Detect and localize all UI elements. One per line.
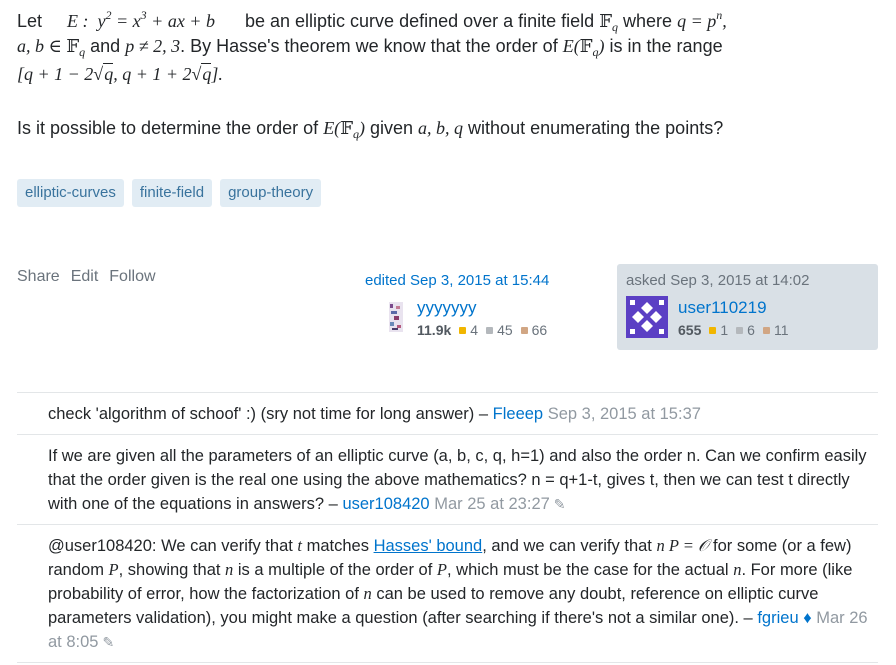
comment-text-part: can be used to remove any doubt, reference on elliptic curve parameters validation), you might make a question (after searching if there's not a similar one). – [48, 585, 819, 627]
bronze-badges [521, 322, 548, 338]
silver-count: 6 [747, 322, 755, 338]
text-and: and [90, 36, 121, 56]
comment [17, 525, 878, 663]
editor-avatar[interactable] [375, 298, 417, 340]
text-given: given [369, 118, 414, 138]
comment-text-part: @user108420: We can verify that [48, 537, 293, 555]
text-question: Is it possible to determine the order of [17, 118, 319, 138]
bronze-count: 66 [531, 322, 548, 338]
asker-avatar[interactable] [626, 296, 668, 338]
question-line-4 [17, 118, 723, 142]
bronze-badge-icon [763, 327, 770, 334]
comment-user-link[interactable]: Fleeep [492, 405, 544, 423]
pencil-icon: ✎ [102, 634, 115, 650]
comment-text-part: . For more (like probability of error, how the factorization of [48, 561, 853, 603]
math-P: P [108, 560, 119, 579]
gold-count: 1 [720, 322, 729, 338]
question-line-1 [17, 8, 727, 35]
gold-badges [459, 322, 478, 338]
silver-badges [486, 322, 513, 338]
tag-list [17, 179, 321, 207]
avatar-identicon [626, 296, 668, 338]
comment-date[interactable]: Mar 25 at 23:27 [434, 495, 550, 513]
gold-count: 4 [470, 322, 479, 338]
comment-date[interactable]: Sep 3, 2015 at 15:37 [547, 405, 701, 423]
editor-reputation [417, 322, 547, 338]
asker-rep-score: 655 [678, 322, 702, 338]
text-where: where [623, 11, 673, 31]
asker-reputation [678, 322, 789, 338]
silver-badge-icon [486, 327, 493, 334]
comment-user-link[interactable]: fgrieu ♦ [757, 609, 812, 627]
comment-text-part: , which must be the case for the actual [447, 561, 729, 579]
text-without: without enumerating the points? [468, 118, 724, 138]
silver-badges [736, 322, 755, 338]
editor-signature [365, 272, 605, 338]
comment-text-part: is a multiple of the order of [237, 561, 433, 579]
question-line-3 [17, 64, 223, 85]
math-hasse-interval: [q + 1 − 2√q, q + 1 + 2√q]. [17, 64, 223, 84]
math-q-power: $q = p^n$, [677, 8, 727, 31]
bronze-badges [763, 322, 789, 338]
math-curve-equation: E : $y^2 = x^3$ + ax + b [67, 8, 215, 31]
question-line-2 [17, 36, 723, 60]
tag-group-theory[interactable]: group-theory [220, 179, 321, 207]
editor-rep-score: 11.9k [417, 322, 452, 338]
math-ab-in-field: a, b ∈ 𝔽$_q$ [17, 36, 86, 59]
math-order-2: E(𝔽$_q$) [323, 118, 365, 141]
text-hasse: . By Hasse's theorem we know that the order of [180, 36, 558, 56]
comment [17, 393, 878, 435]
text-definition: be an elliptic curve defined over a finite field [244, 11, 595, 31]
follow-link[interactable]: Follow [109, 268, 156, 285]
comment-user-link[interactable]: user108420 [342, 495, 430, 513]
math-order: E(𝔽$_q$) [562, 36, 605, 59]
asker-signature [617, 264, 878, 350]
hasse-bound-link[interactable]: Hasses' bound [373, 537, 483, 555]
silver-count: 45 [497, 322, 513, 338]
text-range: is in the range [609, 36, 723, 56]
share-link[interactable]: Share [17, 268, 60, 285]
math-t: t [297, 536, 303, 555]
comment-text-part: matches [306, 537, 369, 555]
math-field: 𝔽$_q$ [599, 11, 618, 34]
comment-text-part: , showing that [118, 561, 221, 579]
tag-finite-field[interactable]: finite-field [132, 179, 212, 207]
bronze-count: 11 [773, 322, 789, 338]
comment [17, 435, 878, 525]
asker-name[interactable]: user110219 [678, 298, 767, 317]
math-abq: a, b, q [418, 118, 464, 138]
math-n-3: n [363, 584, 372, 603]
comment-list [17, 392, 878, 663]
gold-badges [709, 322, 728, 338]
text-let: Let [17, 11, 43, 31]
math-nP-zero: n P = 𝒪 [656, 536, 709, 555]
post-actions [17, 268, 156, 286]
math-P-2: P [436, 560, 448, 579]
comment-date[interactable]: Mar 26 at 8:05 [48, 609, 868, 651]
comment-text: check 'algorithm of schoof' :) (sry not time for long answer) – [48, 405, 489, 423]
comment-text-part: , and we can verify that [482, 537, 652, 555]
gold-badge-icon [709, 327, 716, 334]
pencil-icon: ✎ [553, 496, 566, 512]
math-n: n [225, 560, 234, 579]
comment-text: If we are given all the parameters of an elliptic curve (a, b, c, q, h=1) and also the order n. Can we confirm easily that the order given is the real one using the above mathematics? n = q+1-t, gives t, then we can test t directly with one of the equations in answers? – [48, 447, 867, 513]
bronze-badge-icon [521, 327, 528, 334]
gold-badge-icon [459, 327, 466, 334]
silver-badge-icon [736, 327, 743, 334]
math-p-not-2-3: p ≠ 2, 3 [125, 36, 181, 56]
asked-timestamp: asked Sep 3, 2015 at 14:02 [626, 272, 810, 289]
editor-name[interactable]: yyyyyyy [417, 298, 477, 317]
math-n-2: n [733, 560, 742, 579]
edited-timestamp-link[interactable]: edited Sep 3, 2015 at 15:44 [365, 272, 550, 289]
edit-link[interactable]: Edit [70, 268, 99, 285]
comment-text-part: for some (or a few) random [48, 537, 852, 579]
tag-elliptic-curves[interactable]: elliptic-curves [17, 179, 124, 207]
avatar-image [375, 298, 417, 340]
